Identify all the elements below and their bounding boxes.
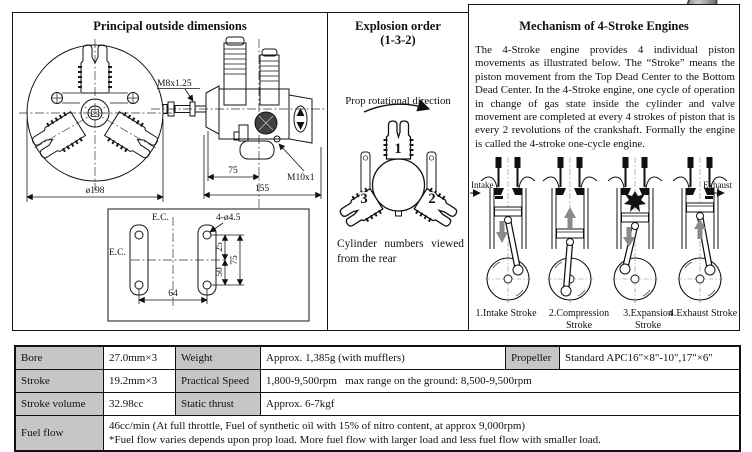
fuel-flow-line1: 46cc/min (At full throttle, Fuel of synthetic oil with 15% of nitro content, at approx 9,000rpm) [109,419,526,432]
side-view-drawing [151,37,325,209]
stroke-label-1: 1.Intake Stroke [475,308,537,319]
dim-75: 75 [228,166,238,176]
diagram-exhaust-stroke [673,157,727,303]
propeller-label: Propeller [506,347,560,370]
stroke-volume-value: 32.98cc [104,393,176,416]
diagram-expansion-stroke [608,157,662,303]
label-ec-left: E.C. [109,248,126,258]
fuel-flow-line2: *Fuel flow varies depends upon prop load. More fuel flow with larger load and less fuel flow with smaller load. [109,434,601,446]
four-stroke-diagrams [469,155,738,308]
dim-25: 25 [215,242,225,252]
explosion-title-line2: (1-3-2) [380,33,416,47]
intake-label: Intake [471,180,494,190]
exhaust-label: Exhaust [703,180,732,190]
dimension-drawing [13,13,326,328]
stroke-label: Stroke [16,370,104,393]
cylinder-number-1: 1 [394,141,402,157]
stroke-label-2: 2.Compression Stroke [548,308,610,331]
label-holes: 4-ø4.5 [216,213,241,223]
dim-64: 64 [168,289,178,299]
explosion-title-line1: Explosion order [355,19,441,33]
spec-table [14,345,741,452]
label-m8: M8x1.25 [157,79,192,89]
static-thrust-value: Approx. 6-7kgf [261,393,739,416]
stroke-value: 19.2mm×3 [104,370,176,393]
explosion-order-drawing [328,13,467,328]
panel-explosion-order [327,12,469,331]
stroke-volume-label: Stroke volume [16,393,104,416]
practical-speed-value: 1,800-9,500rpm max range on the ground: 8,500-9,500rpm [261,370,739,393]
weight-label: Weight [176,347,261,370]
dimensions-title: Principal outside dimensions [93,19,247,33]
fuel-flow-label: Fuel flow [16,416,104,450]
diagram-intake-stroke [481,157,535,303]
dim-dia198: ø198 [85,186,105,196]
weight-value: Approx. 1,385g (with mufflers) [261,347,506,370]
rotation-arrow [364,104,429,112]
propeller-value: Standard APC16"×8"-10",17"×6" [560,347,739,370]
bore-label: Bore [16,347,104,370]
panel-mechanism [468,4,740,331]
stroke-label-3: 3.Expansion Stroke [623,308,673,331]
dim-50: 50 [215,267,225,277]
mount-plate-drawing [108,209,309,321]
stroke-label-4: 4.Exhaust Stroke [668,308,738,319]
label-ec-top: E.C. [152,213,169,223]
cylinder-number-2: 2 [428,191,436,207]
static-thrust-label: Static thrust [176,393,261,416]
bore-value: 27.0mm×3 [104,347,176,370]
fuel-flow-value [104,416,739,450]
cylinder-number-3: 3 [360,191,368,207]
panel-principal-dimensions [12,12,328,331]
front-view-drawing [19,39,173,202]
label-m10: M10x1 [287,173,315,183]
practical-speed-label: Practical Speed [176,370,261,393]
dim-155: 155 [254,184,270,194]
diagram-compression-stroke [543,157,597,303]
mechanism-paragraph: The 4-Stroke engine provides 4 individual piston movements as illustrated below. The “Stroke” means the piston movement from the Top Dead Center to the Bottom Dead Center. In the 4-Stroke engine, one cycle of operation in change of gas state inside the cylinder and valve movement are completed at every 4 strokes of piston that is every 2 revolutions of the crankshaft. Formally the engine is called the 4-stroke one-cycle engine. [475,44,735,150]
prop-direction-label: Prop rotational direction [345,95,451,107]
explosion-caption: Cylinder numbers viewed from the rear [337,238,464,265]
mechanism-title: Mechanism of 4-Stroke Engines [519,19,689,33]
dim-75v: 75 [230,255,240,265]
